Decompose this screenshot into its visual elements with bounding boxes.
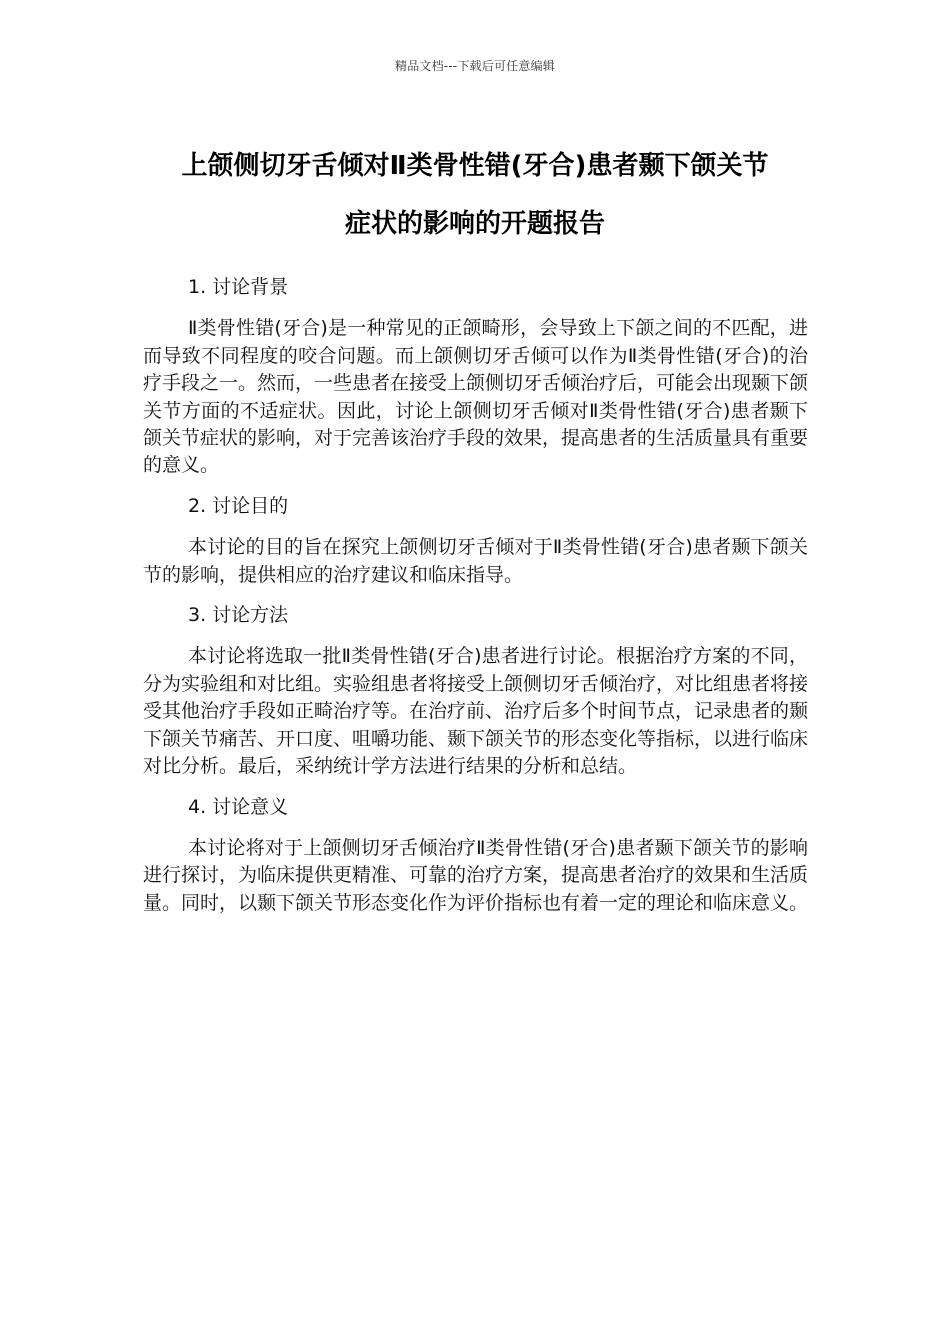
section-body-background: Ⅱ类骨性错(牙合)是一种常见的正颌畸形，会导致上下颌之间的不匹配，进而导致不同程度的咬合问题。而上颌侧切牙舌倾可以作为Ⅱ类骨性错(牙合)的治疗手段之一。然而，一些患者在接受上颌侧切牙舌倾治疗后，可能会出现颞下颌关节方面的不适症状。因此，讨论上颌侧切牙舌倾对Ⅱ类骨性错(牙合)患者颞下颌关节症状的影响，对于完善该治疗手段的效果，提高患者的生活质量具有重要的意义。 <box>143 317 809 477</box>
section-body-method: 本讨论将选取一批Ⅱ类骨性错(牙合)患者进行讨论。根据治疗方案的不同，分为实验组和对比组。实验组患者将接受上颌侧切牙舌倾治疗，对比组患者将接受其他治疗手段如正畸治疗等。在治疗前、治疗后多个时间节点，记录患者的颞下颌关节痛苦、开口度、咀嚼功能、颞下颌关节的形态变化等指标，以进行临床对比分析。最后，采纳统计学方法进行结果的分析和总结。 <box>143 645 809 778</box>
section-body-purpose: 本讨论的目的旨在探究上颌侧切牙舌倾对于Ⅱ类骨性错(牙合)患者颞下颌关节的影响，提供相应的治疗建议和临床指导。 <box>143 536 808 586</box>
header-note: 精品文档---下载后可任意编辑 <box>395 59 555 73</box>
title-line-2: 症状的影响的开题报告 <box>344 209 605 239</box>
section-heading-method: 3. 讨论方法 <box>188 604 289 627</box>
document-body <box>143 274 808 930</box>
document-title <box>120 137 830 253</box>
section-heading-purpose: 2. 讨论目的 <box>188 494 289 517</box>
section-heading-background: 1. 讨论背景 <box>188 276 289 298</box>
title-line-1: 上颌侧切牙舌倾对Ⅱ类骨性错(牙合)患者颞下颌关节 <box>181 151 769 181</box>
section-body-significance: 本讨论将对于上颌侧切牙舌倾治疗Ⅱ类骨性错(牙合)患者颞下颌关节的影响进行探讨，为临床提供更精准、可靠的治疗方案，提高患者治疗的效果和生活质量。同时，以颞下颌关节形态变化作为评价指标也有着一定的理论和临床意义。 <box>143 836 809 914</box>
section-heading-significance: 4. 讨论意义 <box>188 795 289 818</box>
